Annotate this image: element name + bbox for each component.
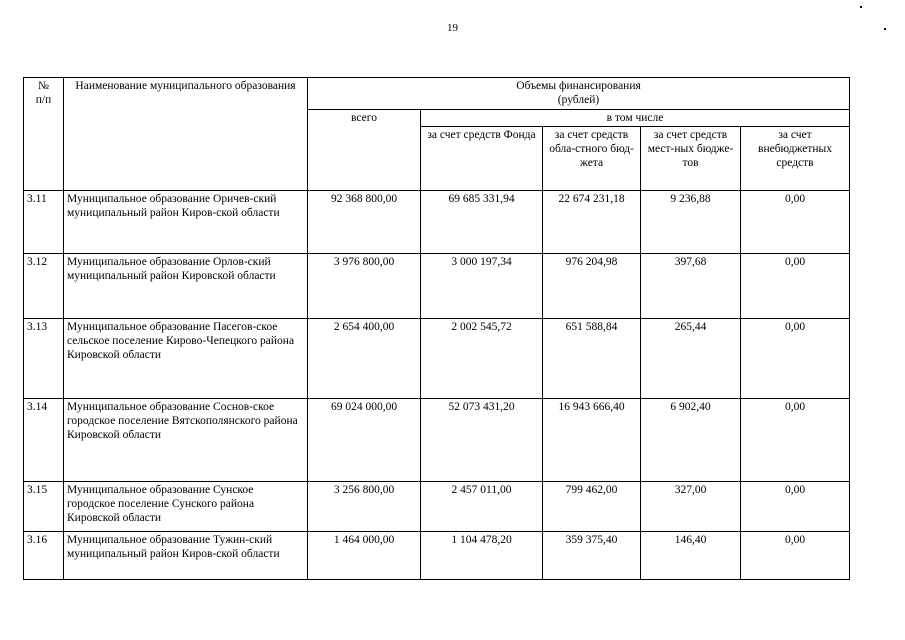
row-municipality: Муниципальное образование Пасегов-ское сельское поселение Кирово-Чепецкого района Кировской области (64, 319, 308, 399)
row-regional: 976 204,98 (543, 254, 641, 319)
table-row (24, 399, 850, 482)
row-number: 3.15 (24, 482, 64, 532)
row-extrabudget: 0,00 (741, 482, 850, 532)
row-regional: 799 462,00 (543, 482, 641, 532)
row-fund: 69 685 331,94 (421, 191, 543, 254)
row-municipality: Муниципальное образование Тужин-ский муниципальный район Киров-ской области (64, 532, 308, 580)
header-fund-text: за счет средств Фонда (427, 129, 536, 141)
row-number: 3.14 (24, 399, 64, 482)
header-number-text: № п/п (35, 80, 52, 106)
header-local-text: за счет средств мест-ных бюдже-тов (647, 129, 734, 169)
table-row (24, 319, 850, 399)
row-municipality: Муниципальное образование Оричев-ский муниципальный район Киров-ской области (64, 191, 308, 254)
row-local: 9 236,88 (641, 191, 741, 254)
row-local: 327,00 (641, 482, 741, 532)
header-volumes-text: Объемы финансирования (рублей) (516, 80, 641, 106)
row-number: 3.12 (24, 254, 64, 319)
scan-speck (860, 6, 862, 8)
header-including-text: в том числе (606, 112, 664, 124)
row-total: 1 464 000,00 (308, 532, 421, 580)
header-including (421, 110, 850, 127)
row-number: 3.11 (24, 191, 64, 254)
table-row (24, 254, 850, 319)
row-local: 146,40 (641, 532, 741, 580)
header-number (24, 78, 64, 191)
header-total (308, 110, 421, 191)
header-extrabudget-text: за счет внебюджетных средств (758, 129, 832, 169)
row-extrabudget: 0,00 (741, 532, 850, 580)
header-regional-text: за счет средств обла-стного бюд-жета (549, 129, 634, 169)
header-extrabudget (741, 127, 850, 191)
row-total: 69 024 000,00 (308, 399, 421, 482)
row-regional: 651 588,84 (543, 319, 641, 399)
header-total-text: всего (351, 112, 377, 124)
row-fund: 3 000 197,34 (421, 254, 543, 319)
header-regional (543, 127, 641, 191)
header-local (641, 127, 741, 191)
table-row (24, 532, 850, 580)
table-row (24, 191, 850, 254)
row-municipality: Муниципальное образование Соснов-ское городское поселение Вятскополянского района Кировской области (64, 399, 308, 482)
row-number: 3.16 (24, 532, 64, 580)
row-extrabudget: 0,00 (741, 254, 850, 319)
row-number: 3.13 (24, 319, 64, 399)
row-fund: 2 457 011,00 (421, 482, 543, 532)
row-local: 397,68 (641, 254, 741, 319)
row-local: 6 902,40 (641, 399, 741, 482)
row-extrabudget: 0,00 (741, 191, 850, 254)
header-name (64, 78, 308, 191)
row-total: 3 256 800,00 (308, 482, 421, 532)
row-total: 3 976 800,00 (308, 254, 421, 319)
row-regional: 16 943 666,40 (543, 399, 641, 482)
row-total: 92 368 800,00 (308, 191, 421, 254)
header-name-text: Наименование муниципального образования (75, 80, 296, 92)
row-regional: 22 674 231,18 (543, 191, 641, 254)
row-fund: 52 073 431,20 (421, 399, 543, 482)
page-number: 19 (447, 22, 458, 34)
row-fund: 2 002 545,72 (421, 319, 543, 399)
row-fund: 1 104 478,20 (421, 532, 543, 580)
row-municipality: Муниципальное образование Сунское городское поселение Сунского района Кировской области (64, 482, 308, 532)
financing-table (23, 77, 850, 580)
row-extrabudget: 0,00 (741, 319, 850, 399)
header-fund (421, 127, 543, 191)
row-extrabudget: 0,00 (741, 399, 850, 482)
row-total: 2 654 400,00 (308, 319, 421, 399)
row-municipality: Муниципальное образование Орлов-ский муниципальный район Кировской области (64, 254, 308, 319)
header-volumes (308, 78, 850, 110)
row-regional: 359 375,40 (543, 532, 641, 580)
table-row (24, 482, 850, 532)
row-local: 265,44 (641, 319, 741, 399)
